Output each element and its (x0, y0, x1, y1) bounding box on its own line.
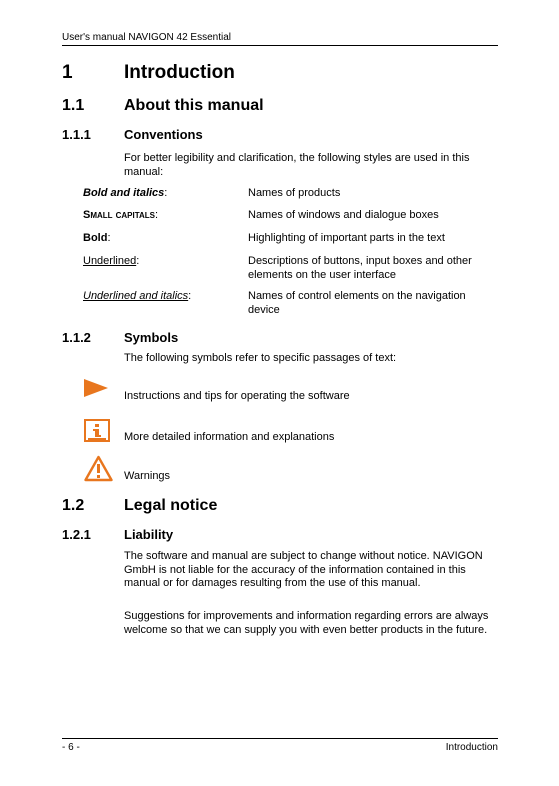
convention-desc: Highlighting of important parts in the text (248, 232, 445, 244)
symbols-intro: The following symbols refer to specific passages of text: (124, 352, 397, 364)
convention-desc: Names of products (248, 187, 341, 199)
footer-rule (62, 738, 498, 739)
subsection-number: 1.1.2 (62, 330, 91, 345)
section-number: 1.1 (62, 97, 85, 114)
chapter-title: Introduction (124, 62, 235, 83)
header-rule (62, 45, 498, 46)
convention-desc: Descriptions of buttons, input boxes and other elements on the user interface (248, 255, 472, 281)
page-number: - 6 - (62, 742, 80, 753)
convention-style-underlined: Underlined: (83, 255, 140, 267)
arrow-right-icon (84, 379, 108, 397)
symbol-description: Warnings (124, 470, 171, 482)
convention-style-bold-italics: Bold and italics: (83, 187, 168, 199)
convention-desc: Names of windows and dialogue boxes (248, 209, 439, 221)
section-title: About this manual (124, 97, 264, 114)
conventions-intro: For better legibility and clarification, the following styles are used in this manual: (124, 152, 470, 178)
convention-style-underlined-italics: Underlined and italics: (83, 290, 192, 302)
running-header: User's manual NAVIGON 42 Essential (62, 32, 232, 43)
convention-style-small-caps: Small capitals: (83, 209, 159, 221)
subsection-title: Liability (124, 527, 174, 542)
feedback-paragraph: Suggestions for improvements and information regarding errors are always welcome so that we can supply you with even better products in the future. (124, 610, 489, 636)
liability-paragraph: The software and manual are subject to change without notice. NAVIGON GmbH is not liable for the accuracy of the information contained in this manual or for damages resulting from the use of this manual. (124, 550, 483, 589)
chapter-number: 1 (62, 62, 73, 83)
warning-icon (84, 455, 113, 482)
section-number: 1.2 (62, 497, 85, 514)
symbol-description: More detailed information and explanations (124, 431, 335, 443)
subsection-title: Symbols (124, 330, 179, 345)
info-icon (84, 419, 110, 442)
convention-style-bold: Bold: (83, 232, 111, 244)
convention-desc: Names of control elements on the navigation device (248, 290, 466, 316)
footer-section: Introduction (445, 742, 498, 753)
subsection-title: Conventions (124, 127, 203, 142)
subsection-number: 1.2.1 (62, 527, 91, 542)
symbol-description: Instructions and tips for operating the software (124, 390, 350, 402)
section-title: Legal notice (124, 497, 218, 514)
subsection-number: 1.1.1 (62, 127, 91, 142)
